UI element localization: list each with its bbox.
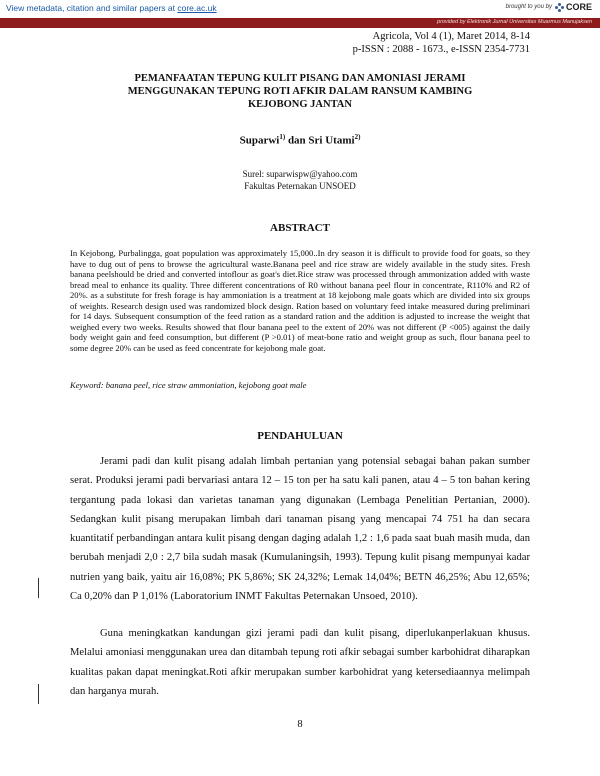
core-brand-text: CORE xyxy=(565,2,592,12)
paper-title: PEMANFAATAN TEPUNG KULIT PISANG DAN AMONIASI JERAMI MENGGUNAKAN TEPUNG ROTI AFKIR DALAM RANSUM KAMBING KEJOBONG JANTAN xyxy=(127,73,473,110)
author-2-affil-marker: 2) xyxy=(354,133,361,141)
brought-by-label: brought to you by xyxy=(505,4,552,10)
author-email: Surel: suparwispw@yahoo.com xyxy=(242,169,358,179)
body-paragraph-1: Jerami padi dan kulit pisang adalah limbah pertanian yang potensial sebagai bahan pakan sumber serat. Produksi jerami padi bervariasi antara 12 – 15 ton per ha satu kali panen, atau 4 – 5 ton bahan kering tergantung pada lokasi dan varietas tanaman yang digunakan (Lembaga Penelitian Pertanian, 2000). Sedangkan kulit pisang merupakan limbah dari tanaman pisang yang mencapai 74 751 ha dan secara kuantitatif perbandingan antara kulit pisang dengan daging adalah 1,2 : 1,6 pada saat buah masih muda, dan berubah menjadi 2,0 : 2,7 bila sudah masak (Kumulaningsih, 1993). Tepung kulit pisang mempunyai kadar nutrien yang baik, yaitu air 16,08%; PK 5,86%; SK 24,32%; Lemak 14,04%; BETN 46,25%; Abu 12,65%; Ca 0,20% dan P 1,01% (Laboratorium INMT Fakultas Peternakan Unsoed, 2010). xyxy=(70,456,530,603)
page-number: 8 xyxy=(297,719,303,730)
core-link-prefix: View metadata, citation and similar papers at xyxy=(6,3,178,13)
revision-bar xyxy=(38,578,39,598)
author-faculty: Fakultas Peternakan UNSOED xyxy=(244,181,356,191)
revision-bar xyxy=(38,684,39,704)
core-logo xyxy=(555,2,592,12)
journal-issn: p-ISSN : 2088 - 1673., e-ISSN 2354-7731 xyxy=(352,44,530,55)
core-ac-uk-link[interactable]: core.ac.uk xyxy=(177,3,217,13)
core-logo-icon xyxy=(555,3,564,12)
authors xyxy=(0,133,600,147)
brought-to-you-by[interactable] xyxy=(506,2,592,12)
body-paragraph-2: Guna meningkatkan kandungan gizi jerami padi dan kulit pisang, diperlukanperlakuan khusus. Melalui amoniasi menggunakan urea dan ditambah tepung roti afkir sebagai sumber karbohidrat diharapkan kualitas pakan dapat meningkat.Roti afkir merupakan sumber karbohidrat yang ketersediaannya melimpah dan harganya murah. xyxy=(70,628,530,697)
keywords: Keyword: banana peel, rice straw ammoniation, kejobong goat male xyxy=(70,380,307,390)
abstract-heading: ABSTRACT xyxy=(270,222,330,234)
author-connector: dan Sri Utami xyxy=(285,134,355,147)
author-1-affil-marker: 1) xyxy=(279,133,286,141)
journal-info xyxy=(353,30,530,56)
provided-by-text[interactable]: provided by Elektronik Jurnal Universitas Muarmus Manujaksen xyxy=(437,19,592,25)
author-1: Suparwi xyxy=(239,134,280,147)
core-metadata-link[interactable] xyxy=(6,3,217,13)
affiliation xyxy=(0,168,600,192)
provider-bar xyxy=(0,18,600,28)
section-heading: PENDAHULUAN xyxy=(257,430,343,442)
core-top-bar xyxy=(0,0,600,18)
abstract-text: In Kejobong, Purbalingga, goat population was approximately 15,000..In dry season it is difficult to provide food for goats, so they have to dug out of pens to browse the agricultural waste.Banana peel and rice straw are widely available in the study sites. Fresh banana peelshould be dried and converted intoflour as goat's diet.Rice straw was processed through ammonization added with waste bread meal to enhance its quality. Three different concentrations of R0 without banana peel flour in concentrate, R110% and R2 of 20%. as a substitute for fresh forage is hay ammoniation is a treatment at 18 kejobong male goats which are divided into six groups of weights. Research design used was randomized block design. Ration based on voluntary feed intake measured during preliminari for 14 days. Subsequent consumption of the feed ration as a standard ration and the addition is adjusted to increase the weight that weighed every two weeks. Results showed that flour banana peel to the extent of 20% was not different (P <005) against the daily body weight gain and feed consumption, but different (P >0.01) of meat-bone ratio and weight group as such, flour banana peel to some degree 20% can be used as feed concentrate for kejobong male goat. xyxy=(70,248,530,353)
journal-citation: Agricola, Vol 4 (1), Maret 2014, 8-14 xyxy=(372,31,530,42)
